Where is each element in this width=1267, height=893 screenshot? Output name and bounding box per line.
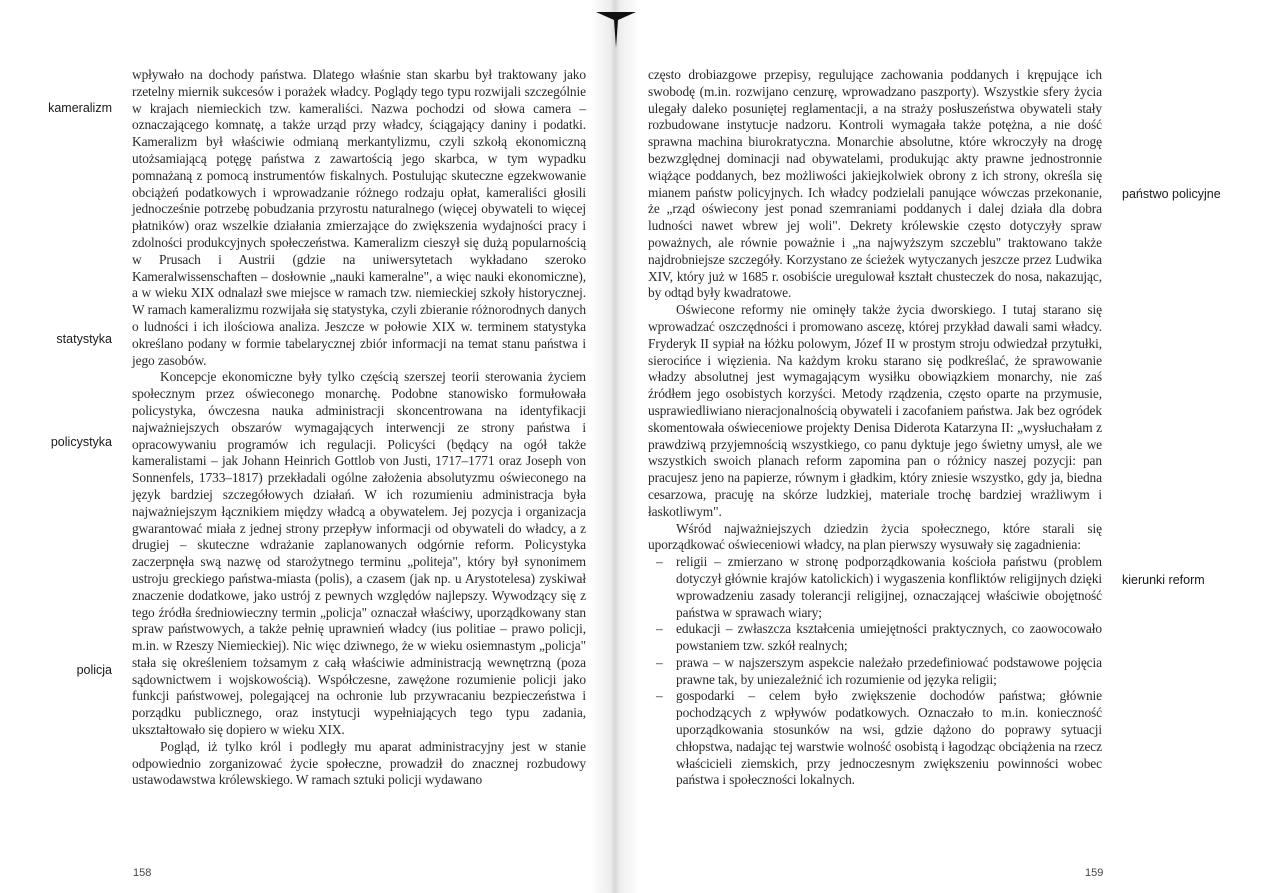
paragraph: Koncepcje ekonomiczne były tylko częścią szerszej teorii sterowania życiem społecznym przez oświeconego monarchę. Podobne stanowisko formułowała policystyka, ówczesna nauka administracji skoncentrowana na identyfikacji najważniejszych obszarów wymagających interwencji ze strony państwa i opracowywaniu programów ich regulacji. Policyści (będący na ogół także kameralistami – jak Johann Heinrich Gottlob von Justi, 1717–1771 oraz Joseph von Sonnenfels, 1733–1817) przekładali ogólne założenia absolutyzmu oświeconego na język bardziej szczegółowych działań. W ich rozumieniu administracja była najważniejszym łącznikiem między władcą a obywatelem. Jej pozycja i organizacja gwarantować miała z jednej strony przepływ informacji od obywateli do władcy, a z drugiej – skuteczne wdrażanie zaplanowanych odgórnie reform. Policystyka zaczerpnęła swą nazwę od starożytnego terminu „politeja", który był synonimem ustroju greckiego państwa-miasta (polis), a czasem (jak np. u Arystotelesa) zyskiwał znaczenie dodatkowe, jako ustrój z pewnych względów najlepszy. Wywodzący się z tego źródła średniowieczny termin „policja" oznaczał właściwy, uporządkowany stan spraw państwowych, a także pełnię uprawnień władcy (ius politiae – prawo policji, m.in. w Rzeszy Niemieckiej). Nic więc dziwnego, że w wieku osiemnastym „policja" stała się określeniem tożsamym z całą właściwie administracją wewnętrzną (poza sądownictwem i wojskowością). Współczesne, zawężone rozumienie policji jako funkcji państwowej, polegającej na ochronie lub przywracaniu bezpieczeństwa i porządku publicznego, oraz instytucji wypełniających tego typu zadania, ukształtowało się dopiero w wieku XIX. [132, 369, 586, 738]
right-page [630, 0, 1267, 893]
page-number: 158 [133, 867, 152, 879]
paragraph: wpływało na dochody państwa. Dlatego właśnie stan skarbu był traktowany jako rzetelny miernik sukcesów i porażek władcy. Poglądy tego typu rozwijali szczególnie w krajach niemieckich tzw. kameraliści. Nazwa pochodzi od słowa camera – oznaczającego komnatę, a także urząd przy władcy, ściągający daniny i podatki. Kameralizm był właściwie odmianą merkantylizmu, czyli szkołą ekonomiczną utożsamiającą potęgę państwa z zawartością jego skarbca, w tym wypadku pomnażaną z pomocą instrumentów fiskalnych. Postulując skuteczne egzekwowanie obciążeń podatkowych i wprowadzanie różnego rodzaju opłat, kameraliści głosili jednocześnie potrzebę pobudzania przyrostu naturalnego (więcej obywateli to więcej płatników) oraz wszelkie działania zmierzające do zwiększenia wydajności pracy i zdolności produkcyjnych społeczeństwa. Kameralizm cieszył się dużą popularnością w Prusach i Austrii (gdzie na uniwersytetach wykładano szeroko Kameralwissenschaften – dosłownie „nauki kameralne", a więc nauki ekonomiczne), a w wieku XIX odnalazł swe miejsce w ramach tzw. niemieckiej szkoły historycznej. W ramach kameralizmu rozwijała się statystyka, czyli zbieranie różnorodnych danych o ludności i ich ilościowa analiza. Jeszcze w połowie XIX w. terminem statystyka określano podany w formie tabelarycznej zbiór informacji na temat stanu państwa i jego zasobów. [132, 67, 586, 368]
list-item: – edukacji – zwłaszcza kształcenia umiejętności praktycznych, co zaowocowało powstaniem tzw. szkół realnych; [648, 621, 1102, 655]
left-page [0, 0, 600, 893]
left-page-text [132, 67, 586, 789]
margin-label-statystyka: statystyka [56, 332, 112, 346]
margin-label-kameralizm: kameralizm [48, 101, 112, 115]
list-item: – gospodarki – celem było zwiększenie dochodów państwa; głównie pochodzących z wpływów podatkowych. Oznaczało to m.in. konieczność uporządkowania stosunków na wsi, gdzie dążono do poprawy sytuacji chłopstwa, nadając tej warstwie wolność osobistą i łagodząc obciążenia na rzecz właścicieli ziemskich, przy jednoczesnym zwiększeniu powinności wobec państwa i społeczności lokalnych. [648, 688, 1102, 789]
paragraph: Oświecone reformy nie ominęły także życia dworskiego. I tutaj starano się wprowadzać oszczędności i promowano ascezę, której przykład dawali sami władcy. Fryderyk II sypiał na łóżku polowym, Józef II w prostym stroju odwiedzał przytułki, sierocińce i więzienia. Na każdym kroku starano się podkreślać, że sprawowanie władzy absolutnej jest wymagającym wysiłku obowiązkiem monarchy, nie zaś źródłem jego osobistych korzyści. Metody rządzenia, często oparte na przymusie, usprawiedliwiano nieracjonalnością obywateli i zacofaniem państwa. Jak bez ogródek skomentowała oświeceniowe projekty Denisa Diderota Katarzyna II: „wysłuchałam z prawdziwą przyjemnością wszystkiego, co panu dyktuje jego świetny umysł, ale we wszystkich swoich planach reform zapomina pan o różnicy naszej pozycji: pan pracujesz jeno na papierze, równym i gładkim, który zniesie wszystko, gdy ja, biedna cesarzowa, pracuję na skórze ludzkiej, materiale trochę bardziej wrażliwym i łaskotliwym". [648, 302, 1102, 519]
reform-areas-list [648, 554, 1102, 789]
list-item: – prawa – w najszerszym aspekcie należało przedefiniować podstawowe pojęcia prawne tak, by uniezależnić ich rozumienie od języka religii; [648, 655, 1102, 689]
margin-label-kierunki-reform: kierunki reform [1122, 573, 1205, 587]
margin-label-policystyka: policystyka [50, 435, 112, 449]
list-item: – religii – zmierzano w stronę podporządkowania kościoła państwu (problem dotyczył głównie krajów katolickich) i wygaszenia konfliktów religijnych dzięki wprowadzeniu zasady tolerancji religijnej, oznaczającej właściwie obojętność państwa w sprawach wiary; [648, 554, 1102, 621]
margin-label-panstwo-policyjne: państwo policyjne [1122, 187, 1221, 201]
right-page-text [648, 67, 1102, 789]
margin-label-policja: policja [76, 663, 112, 677]
paragraph: Wśród najważniejszych dziedzin życia społecznego, które starali się uporządkować oświeceniowi władcy, na plan pierwszy wysuwały się zagadnienia: [648, 520, 1102, 553]
paragraph: często drobiazgowe przepisy, regulujące zachowania poddanych i krępujące ich swobodę (m.in. rozwijano cenzurę, wprowadzano paszporty). Wszystkie sfery życia ulegały daleko posuniętej reglamentacji, a na straży posłuszeństwa obywateli stały rozbudowane instytucje nadzoru. Kontroli wymagała także potężna, a nie dość sprawna machina biurokratyczna. Monarchie absolutne, które wkroczyły na drogę bezwzględnej dominacji nad obywatelami, produkując akty prawne jednostronnie wiążące poddanych, bez możliwości jakiejkolwiek obrony z ich strony, określa się mianem państw policyjnych. Ich władcy podzielali panujące wówczas przekonanie, że „rząd oświecony jest ponad szemraniami poddanych i dalej działa dla dobra ludności nawet wbrew jej woli". Dekrety królewskie często dotyczyły spraw poważnych, ale równie poważnie i „na najwyższym szczeblu" traktowano także najdrobniejsze szczegóły. Korzystano ze ścieżek wytyczanych jeszcze przez Ludwika XIV, który już w 1685 r. osobiście uregulował kształt chusteczek do nosa, nakazując, by odtąd były kwadratowe. [648, 67, 1102, 301]
paragraph: Pogląd, iż tylko król i podległy mu aparat administracyjny jest w stanie odpowiednio zorganizować życie społeczne, prowadził do znacznej rozbudowy ustawodawstwa królewskiego. W ramach sztuki policji wydawano [132, 738, 586, 788]
page-number: 159 [1085, 867, 1104, 879]
